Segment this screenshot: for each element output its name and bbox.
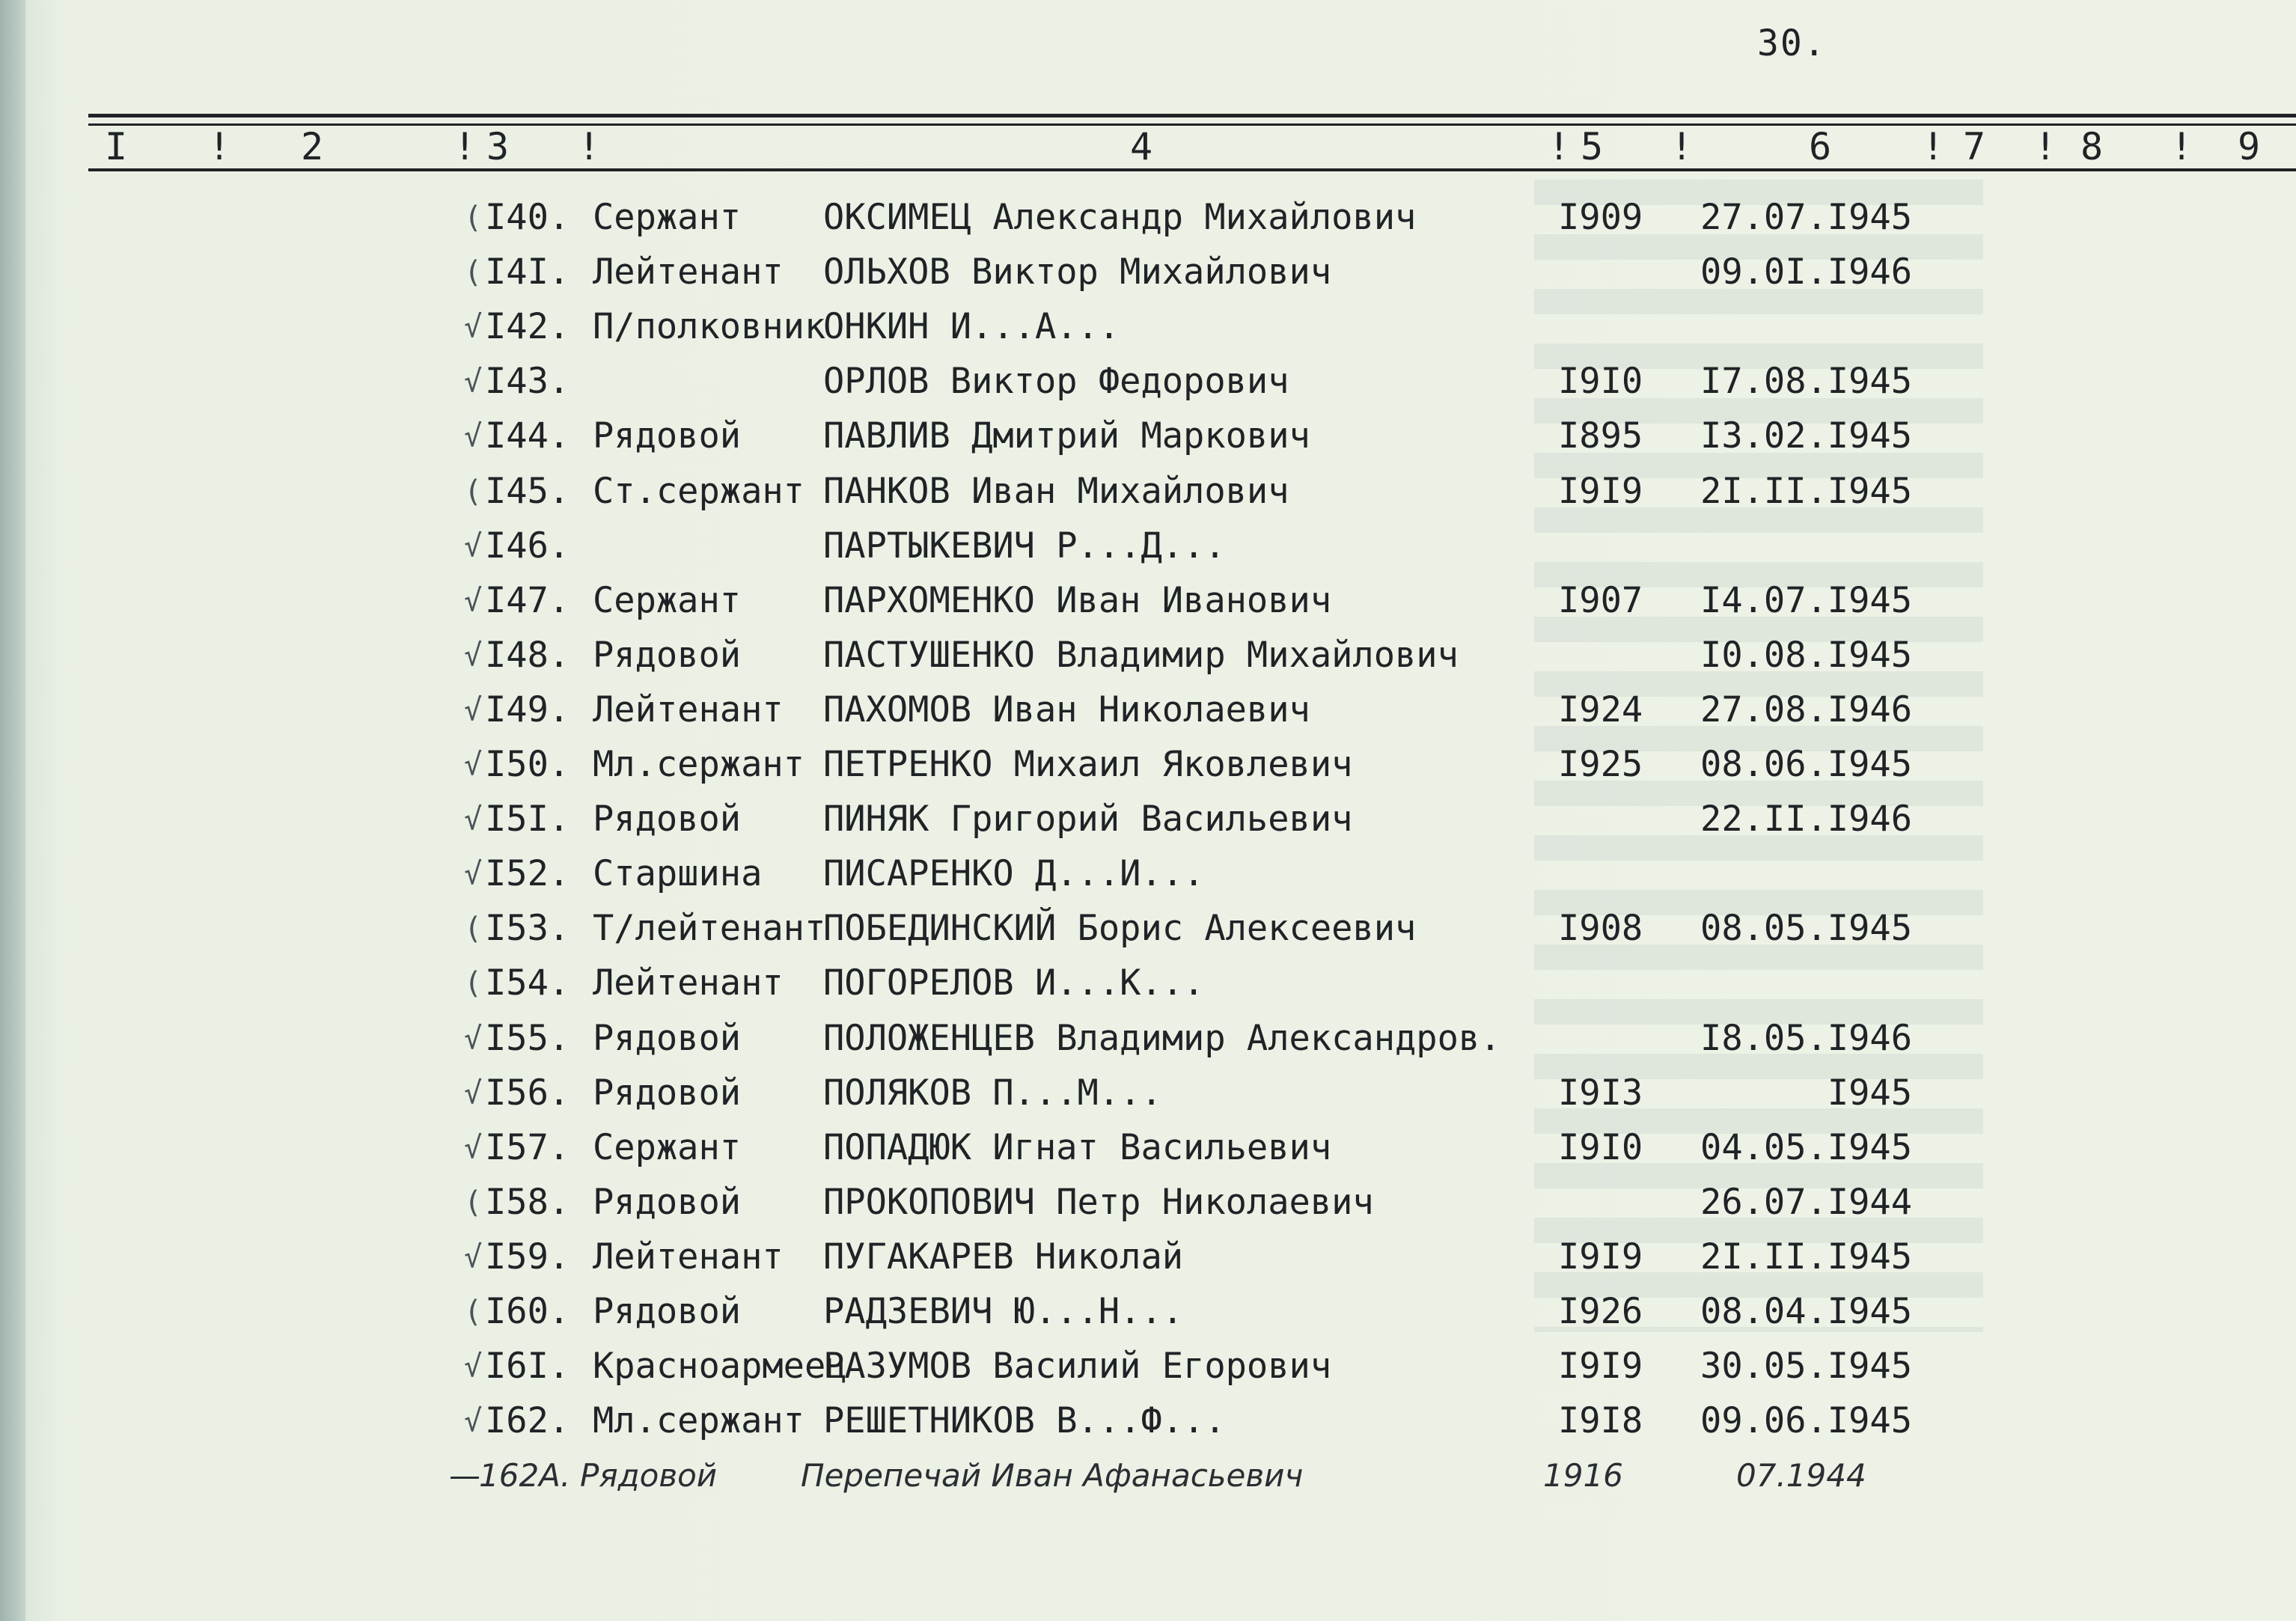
table-row	[0, 848, 2296, 900]
cell-name: ПОЛЯКОВ П...М...	[823, 1072, 1162, 1114]
cell-num: I56.	[485, 1072, 570, 1114]
cell-mark: (	[464, 1295, 483, 1329]
cell-date: 09.0I.I946	[1700, 251, 1912, 293]
cell-year: I9I0	[1558, 1126, 1643, 1168]
cell-rank: Сержант	[593, 579, 742, 621]
cell-name: РАЗУМОВ Василий Егорович	[823, 1346, 1332, 1388]
table-row	[0, 575, 2296, 627]
table-row	[0, 246, 2296, 299]
cell-num: I49.	[485, 689, 570, 730]
cell-mark: √	[464, 1239, 483, 1274]
cell-date: 08.05.I945	[1700, 908, 1912, 950]
cell-mark: √	[464, 1130, 483, 1165]
cell-num: I43.	[485, 361, 570, 403]
table-row	[0, 192, 2296, 244]
cell-mark: (	[464, 1185, 483, 1220]
cell-name: ПУГАКАРЕВ Николай	[823, 1236, 1184, 1277]
table-row	[0, 739, 2296, 791]
column-header-c4: 4	[1130, 125, 1153, 168]
cell-date: I7.08.I945	[1700, 361, 1912, 403]
table-row	[0, 355, 2296, 408]
cell-num: I45.	[485, 470, 570, 512]
column-header-c3s: !	[578, 125, 601, 168]
cell-mark: √	[464, 528, 483, 564]
cell-date: 30.05.I945	[1700, 1346, 1912, 1388]
cell-date: I3.02.I945	[1700, 415, 1912, 457]
cell-num: I6I.	[485, 1346, 570, 1388]
column-header-c9: 9	[2238, 125, 2261, 168]
cell-year: I909	[1558, 197, 1643, 238]
cell-rank: Красноармеец	[593, 1346, 847, 1388]
table-row	[0, 465, 2296, 518]
cell-num: I60.	[485, 1291, 570, 1332]
cell-num: I50.	[485, 744, 570, 785]
cell-mark: (	[464, 255, 483, 290]
column-header-c1: I	[105, 125, 128, 168]
cell-name: ПОБЕДИНСКИЙ Борис Алексеевич	[823, 908, 1417, 950]
cell-rank: Рядовой	[593, 634, 742, 676]
handwritten-year: 1916	[1543, 1457, 1623, 1495]
column-header-c6: 6	[1809, 125, 1832, 168]
column-header-c1s: !	[208, 125, 231, 168]
cell-rank: Сержант	[593, 1126, 742, 1168]
cell-mark: √	[464, 1021, 483, 1056]
cell-num: I47.	[485, 579, 570, 621]
cell-date: 2I.II.I945	[1700, 470, 1912, 512]
handwritten-num: 162А.	[479, 1457, 571, 1495]
cell-mark: √	[464, 1404, 483, 1439]
cell-mark: √	[464, 1075, 483, 1111]
cell-num: I40.	[485, 197, 570, 238]
cell-date: I0.08.I945	[1700, 634, 1912, 676]
table-row	[0, 520, 2296, 573]
cell-year: I9I9	[1558, 1236, 1643, 1277]
cell-name: РАДЗЕВИЧ Ю...Н...	[823, 1291, 1184, 1332]
cell-name: ОКСИМЕЦ Александр Михайлович	[823, 197, 1417, 238]
cell-rank: Ст.сержант	[593, 470, 804, 512]
cell-year: I925	[1558, 744, 1643, 785]
handwritten-date: 07.1944	[1736, 1457, 1866, 1495]
cell-date: 22.II.I946	[1700, 799, 1912, 840]
cell-name: ПАХОМОВ Иван Николаевич	[823, 689, 1310, 730]
cell-date: I945	[1827, 1072, 1912, 1114]
column-header-c7s: !	[2034, 125, 2057, 168]
cell-year: I908	[1558, 908, 1643, 950]
handwritten-row	[0, 1450, 2296, 1502]
cell-name: ПОГОРЕЛОВ И...К...	[823, 962, 1205, 1004]
cell-date: 04.05.I945	[1700, 1126, 1912, 1168]
cell-name: ОНКИН И...А...	[823, 306, 1120, 348]
cell-mark: √	[464, 364, 483, 400]
cell-mark: (	[464, 201, 483, 235]
cell-year: I924	[1558, 689, 1643, 730]
cell-name: ПОПАДЮК Игнат Васильевич	[823, 1126, 1332, 1168]
column-header-c7: 7	[1963, 125, 1986, 168]
cell-rank: Т/лейтенант	[593, 908, 826, 950]
cell-year: I9I9	[1558, 470, 1643, 512]
cell-num: I53.	[485, 908, 570, 950]
cell-num: I4I.	[485, 251, 570, 293]
table-row	[0, 629, 2296, 682]
cell-rank: Сержант	[593, 197, 742, 238]
cell-name: ПАРТЫКЕВИЧ Р...Д...	[823, 525, 1226, 567]
table-row	[0, 1067, 2296, 1120]
cell-name: ПОЛОЖЕНЦЕВ Владимир Александров.	[823, 1017, 1501, 1059]
cell-name: ПЕТРЕНКО Михаил Яковлевич	[823, 744, 1353, 785]
cell-rank: Лейтенант	[593, 1236, 784, 1277]
column-header-c5e: !	[1670, 125, 1694, 168]
cell-date: I8.05.I946	[1700, 1017, 1912, 1059]
cell-year: I907	[1558, 579, 1643, 621]
cell-num: I58.	[485, 1181, 570, 1223]
cell-mark: √	[464, 748, 483, 782]
cell-name: ПАСТУШЕНКО Владимир Михайлович	[823, 634, 1459, 676]
cell-name: РЕШЕТНИКОВ В...Ф...	[823, 1400, 1226, 1442]
column-header-c8: 8	[2080, 125, 2104, 168]
table-row	[0, 1286, 2296, 1338]
cell-rank: Рядовой	[593, 799, 742, 840]
cell-rank: Мл.сержант	[593, 1400, 804, 1442]
cell-num: I48.	[485, 634, 570, 676]
cell-date: 27.07.I945	[1700, 197, 1912, 238]
cell-mark: √	[464, 802, 483, 837]
cell-year: I926	[1558, 1291, 1643, 1332]
cell-rank: Старшина	[593, 853, 763, 895]
cell-mark: (	[464, 474, 483, 509]
cell-num: I59.	[485, 1236, 570, 1277]
page-number: 30.	[1757, 22, 1827, 64]
table-row	[0, 410, 2296, 463]
table-row	[0, 1122, 2296, 1174]
cell-year: I9I0	[1558, 361, 1643, 403]
cell-year: I9I8	[1558, 1400, 1643, 1442]
cell-num: I42.	[485, 306, 570, 348]
cell-rank: Рядовой	[593, 1017, 742, 1059]
table-row	[0, 793, 2296, 846]
cell-rank: Мл.сержант	[593, 744, 804, 785]
cell-num: I5I.	[485, 799, 570, 840]
cell-rank: Рядовой	[593, 1181, 742, 1223]
cell-mark: √	[464, 857, 483, 892]
column-header-c3: 3	[486, 125, 510, 168]
cell-date: 08.04.I945	[1700, 1291, 1912, 1332]
cell-rank: Лейтенант	[593, 962, 784, 1004]
cell-year: I9I9	[1558, 1346, 1643, 1388]
cell-mark: √	[464, 583, 483, 618]
cell-date: 09.06.I945	[1700, 1400, 1912, 1442]
cell-num: I52.	[485, 853, 570, 895]
cell-num: I62.	[485, 1400, 570, 1442]
column-header-c2: 2	[301, 125, 324, 168]
table-row	[0, 1340, 2296, 1393]
header-rule-top	[88, 114, 2296, 117]
cell-name: ПАРХОМЕНКО Иван Иванович	[823, 579, 1332, 621]
column-header-c8s: !	[2170, 125, 2193, 168]
handwritten-rank: Рядовой	[580, 1457, 718, 1495]
cell-date: 27.08.I946	[1700, 689, 1912, 730]
cell-name: ОРЛОВ Виктор Федорович	[823, 361, 1289, 403]
cell-date: I4.07.I945	[1700, 579, 1912, 621]
cell-num: I57.	[485, 1126, 570, 1168]
table-row	[0, 1395, 2296, 1447]
cell-mark: (	[464, 966, 483, 1001]
cell-mark: √	[464, 692, 483, 727]
cell-mark: √	[464, 310, 483, 345]
table-row	[0, 1013, 2296, 1065]
column-header-c5s: !	[1548, 125, 1571, 168]
cell-rank: Рядовой	[593, 1291, 742, 1332]
column-header-c5: 5	[1581, 125, 1604, 168]
cell-rank: Рядовой	[593, 1072, 742, 1114]
cell-year: I9I3	[1558, 1072, 1643, 1114]
cell-rank: Рядовой	[593, 415, 742, 457]
cell-date: 26.07.I944	[1700, 1181, 1912, 1223]
cell-num: I46.	[485, 525, 570, 567]
cell-rank: Лейтенант	[593, 689, 784, 730]
cell-name: ПИСАРЕНКО Д...И...	[823, 853, 1205, 895]
cell-name: ОЛЬХОВ Виктор Михайлович	[823, 251, 1332, 293]
table-row	[0, 301, 2296, 353]
table-row	[0, 903, 2296, 955]
column-header-c6s: !	[1922, 125, 1945, 168]
handwritten-mark: —	[449, 1457, 480, 1495]
table-row	[0, 1176, 2296, 1229]
cell-name: ПРОКОПОВИЧ Петр Николаевич	[823, 1181, 1374, 1223]
cell-num: I55.	[485, 1017, 570, 1059]
table-row	[0, 684, 2296, 736]
cell-name: ПАВЛИВ Дмитрий Маркович	[823, 415, 1310, 457]
cell-mark: √	[464, 1349, 483, 1385]
header-rule-bottom	[88, 168, 2296, 171]
cell-name: ПИНЯК Григорий Васильевич	[823, 799, 1353, 840]
cell-mark: √	[464, 638, 483, 673]
handwritten-name: Перепечай Иван Афанасьевич	[801, 1457, 1304, 1495]
table-row	[0, 1231, 2296, 1283]
cell-rank: Лейтенант	[593, 251, 784, 293]
cell-num: I54.	[485, 962, 570, 1004]
cell-num: I44.	[485, 415, 570, 457]
cell-date: 2I.II.I945	[1700, 1236, 1912, 1277]
cell-mark: √	[464, 419, 483, 454]
cell-name: ПАНКОВ Иван Михайлович	[823, 470, 1289, 512]
cell-year: I895	[1558, 415, 1643, 457]
table-row	[0, 957, 2296, 1010]
column-header-c2s: !	[454, 125, 477, 168]
cell-rank: П/полковник	[593, 306, 826, 348]
cell-date: 08.06.I945	[1700, 744, 1912, 785]
cell-mark: (	[464, 912, 483, 947]
